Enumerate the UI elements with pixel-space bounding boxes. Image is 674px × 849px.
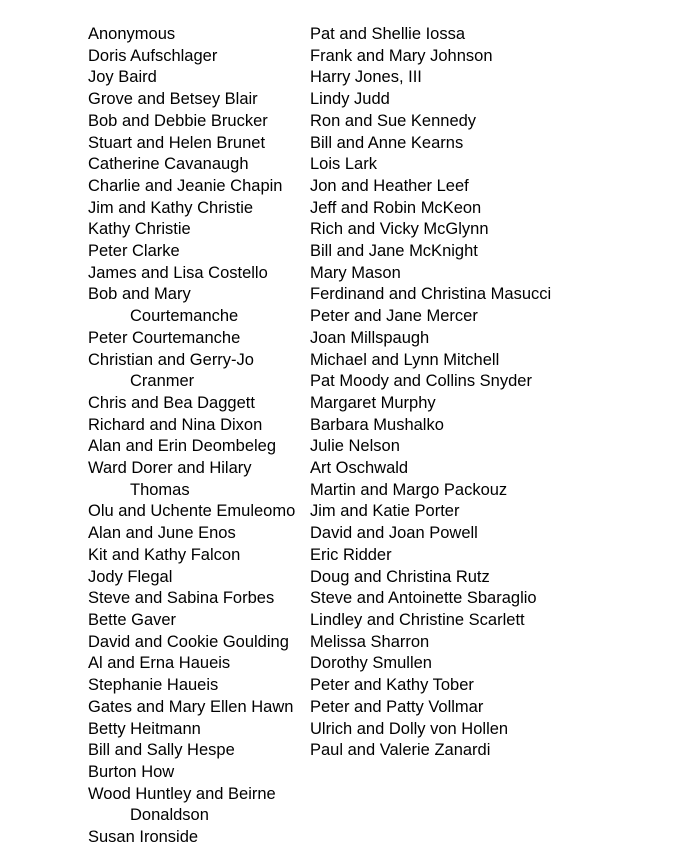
list-item: Joy Baird [88,68,157,87]
list-item: Bill and Sally Hespe [88,741,235,760]
list-item: Steve and Antoinette Sbaraglio [310,589,537,608]
list-item: Barbara Mushalko [310,415,444,434]
list-item: Mary Mason [310,263,401,282]
list-item: Burton How [88,762,175,781]
list-item: Bob and Debbie Brucker [88,111,268,130]
list-item: Kit and Kathy Falcon [88,545,241,564]
list-item: Catherine Cavanaugh [88,155,249,174]
list-item: Paul and Valerie Zanardi [310,741,491,760]
list-item: Jeff and Robin McKeon [310,198,482,217]
list-item: Charlie and Jeanie Chapin [88,176,283,195]
list-item: Peter and Patty Vollmar [310,697,484,716]
list-item: Ward Dorer and Hilary Thomas [88,459,252,499]
left-column [88,24,296,849]
list-item: Anonymous [88,25,176,43]
list-item: Rich and Vicky McGlynn [310,220,489,239]
list-item: James and Lisa Costello [88,263,268,282]
list-item: Ron and Sue Kennedy [310,111,477,130]
list-item: Jody Flegal [88,567,173,586]
list-item: Jim and Katie Porter [310,502,460,521]
list-item: Al and Erna Haueis [88,654,231,673]
list-item: Lindley and Christine Scarlett [310,610,525,629]
list-item: Eric Ridder [310,545,392,564]
list-item: Betty Heitmann [88,719,201,738]
list-item: Lois Lark [310,155,377,174]
list-item: Lindy Judd [310,90,390,109]
list-item: Alan and June Enos [88,524,236,543]
list-item: Stuart and Helen Brunet [88,133,266,152]
list-item: Jon and Heather Leef [310,176,469,195]
list-item: Stephanie Haueis [88,676,219,695]
list-item: Pat and Shellie Iossa [310,25,466,43]
list-item: Jim and Kathy Christie [88,198,254,217]
list-item: Chris and Bea Daggett [88,393,255,412]
list-item: Richard and Nina Dixon [88,415,263,434]
list-item: Doug and Christina Rutz [310,567,490,586]
list-item: Doris Aufschlager [88,46,218,65]
list-item: Harry Jones, III [310,68,422,87]
list-item: Olu and Uchente Emuleomo [88,502,296,521]
list-item: Peter and Jane Mercer [310,307,478,326]
list-item: Martin and Margo Packouz [310,480,508,499]
list-item: Frank and Mary Johnson [310,46,493,65]
list-item: Grove and Betsey Blair [88,90,258,109]
list-item: Steve and Sabina Forbes [88,589,275,608]
list-item: Bill and Anne Kearns [310,133,464,152]
list-item: Joan Millspaugh [310,328,430,347]
list-item: Julie Nelson [310,437,400,456]
list-item: Peter Courtemanche [88,328,241,347]
list-item: Susan Ironside [88,828,199,847]
right-column [310,24,610,762]
list-item: Bette Gaver [88,610,177,629]
list-item: Wood Huntley and Beirne Donaldson [88,784,276,825]
list-item: Peter and Kathy Tober [310,676,474,695]
list-item: Michael and Lynn Mitchell [310,350,500,369]
list-item: Melissa Sharron [310,632,430,651]
list-item: Christian and Gerry-Jo Cranmer [88,350,254,391]
list-item: Bill and Jane McKnight [310,242,478,261]
list-item: Dorothy Smullen [310,654,432,673]
list-item: Ferdinand and Christina Masucci [310,285,552,304]
list-item: David and Cookie Goulding [88,632,289,651]
list-item: Pat Moody and Collins Snyder [310,372,532,391]
list-item: Peter Clarke [88,242,180,261]
list-item: Alan and Erin Deombeleg [88,437,277,456]
list-item: Art Oschwald [310,459,409,478]
list-item: Margaret Murphy [310,393,436,412]
list-item: Kathy Christie [88,220,191,239]
list-item: Ulrich and Dolly von Hollen [310,719,509,738]
list-item: Gates and Mary Ellen Hawn [88,697,294,716]
list-item: David and Joan Powell [310,524,478,543]
list-item: Bob and Mary Courtemanche [88,285,239,326]
